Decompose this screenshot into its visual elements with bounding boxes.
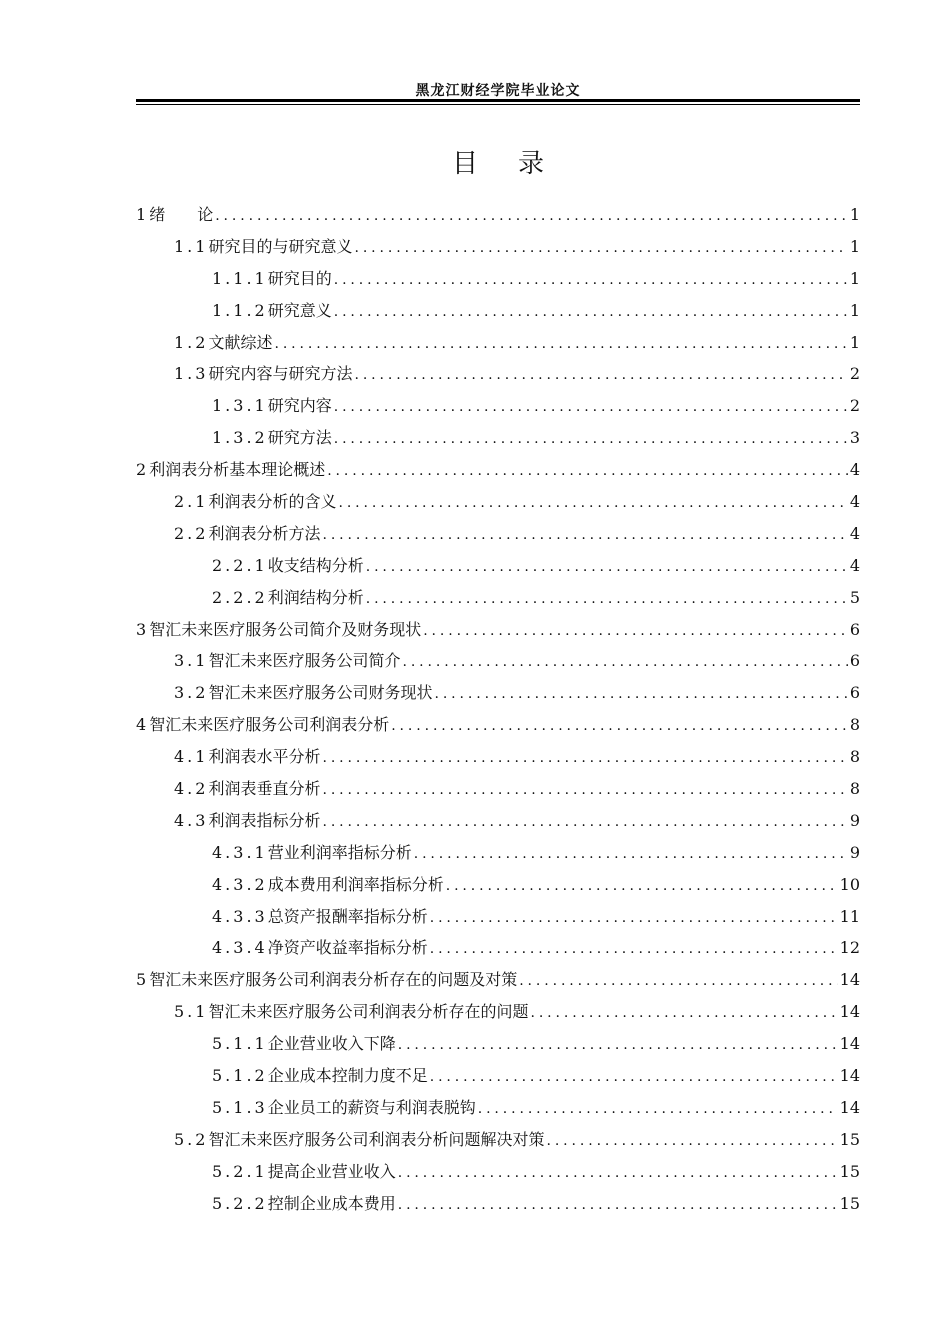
- toc-entry[interactable]: [136, 999, 860, 1031]
- toc-dot-leader: [215, 208, 848, 224]
- toc-dot-leader: [391, 718, 848, 734]
- toc-entry[interactable]: [136, 935, 860, 967]
- toc-entry-number: 3: [136, 619, 150, 639]
- toc-entry-page: 4: [849, 555, 860, 575]
- toc-dot-leader: [398, 1037, 838, 1053]
- toc-entry-page: 15: [839, 1161, 860, 1181]
- toc-entry-number: 5.1.2: [212, 1066, 268, 1086]
- toc-dot-leader: [446, 878, 838, 894]
- toc-dot-leader: [430, 910, 838, 926]
- toc-dot-leader: [327, 463, 848, 479]
- toc-entry-title: 研究目的与研究意义: [208, 236, 353, 256]
- toc-entry-title: 企业成本控制力度不足: [267, 1066, 428, 1086]
- toc-entry-number: 4.3.3: [212, 906, 268, 926]
- toc-entry-title: 智汇未来医疗服务公司利润表分析存在的问题及对策: [149, 970, 518, 990]
- toc-entry-number: 1.1: [174, 236, 209, 256]
- toc-entry-page: 2: [849, 364, 860, 384]
- toc-entry[interactable]: [136, 489, 860, 521]
- toc-entry-number: 5.1.3: [212, 1097, 268, 1117]
- toc-entry-page: 6: [849, 683, 860, 703]
- toc-entry-number: 1.3.1: [212, 396, 268, 416]
- toc-entry-page: 8: [849, 779, 860, 799]
- toc-entry-title: 研究意义: [267, 300, 332, 320]
- toc-entry-page: 8: [849, 715, 860, 735]
- toc-entry-title: 文献综述: [208, 332, 273, 352]
- toc-entry-number: 1.2: [174, 332, 209, 352]
- toc-entry-number: 4.2: [174, 779, 209, 799]
- toc-entry-title: 利润表指标分析: [208, 810, 321, 830]
- header-rule-thick: [136, 99, 860, 102]
- toc-entry-title: 智汇未来医疗服务公司简介及财务现状: [149, 619, 422, 639]
- toc-entry[interactable]: [136, 425, 860, 457]
- toc-entry-number: 4: [136, 715, 150, 735]
- toc-dot-leader: [354, 367, 847, 383]
- toc-entry-page: 5: [849, 587, 860, 607]
- toc-dot-leader: [434, 686, 847, 702]
- toc-dot-leader: [530, 1005, 837, 1021]
- toc-entry[interactable]: [136, 872, 860, 904]
- toc-entry[interactable]: [136, 1191, 860, 1223]
- toc-entry-number: 1.1.2: [212, 300, 268, 320]
- toc-entry-page: 1: [849, 205, 860, 224]
- toc-entry[interactable]: [136, 1095, 860, 1127]
- running-header: 黑龙江财经学院毕业论文: [415, 83, 581, 99]
- toc-dot-leader: [398, 1197, 838, 1213]
- toc-entry-page: 14: [839, 1066, 860, 1086]
- toc-entry[interactable]: [136, 617, 860, 649]
- toc-entry-title: 净资产收益率指标分析: [267, 938, 428, 958]
- toc-dot-leader: [338, 495, 847, 511]
- toc-entry-number: 5: [136, 970, 150, 990]
- toc-entry-page: 12: [839, 938, 860, 958]
- toc-entry[interactable]: [136, 648, 860, 680]
- toc-entry-number: 2: [136, 460, 150, 480]
- toc-entry-title: 利润表分析基本理论概述: [149, 460, 326, 480]
- toc-entry[interactable]: [136, 553, 860, 585]
- toc-dot-leader: [430, 1069, 838, 1085]
- toc-entry-title: 智汇未来医疗服务公司利润表分析问题解决对策: [208, 1129, 545, 1149]
- toc-entry-page: 4: [849, 460, 860, 480]
- toc-entry-page: 14: [839, 1034, 860, 1054]
- toc-entry-page: 4: [849, 523, 860, 543]
- toc-dot-leader: [366, 559, 848, 575]
- toc-entry-number: 2.2.1: [212, 555, 268, 575]
- toc-dot-leader: [334, 399, 848, 415]
- toc-entry-number: 3.1: [174, 651, 209, 671]
- table-of-contents: [136, 202, 860, 1223]
- toc-entry[interactable]: [136, 776, 860, 808]
- toc-entry[interactable]: [136, 298, 860, 330]
- toc-entry-title: 智汇未来医疗服务公司利润表分析: [149, 715, 390, 735]
- toc-entry-number: 5.1.1: [212, 1034, 268, 1054]
- toc-dot-leader: [430, 941, 838, 957]
- toc-dot-leader: [334, 272, 848, 288]
- toc-entry-title: 营业利润率指标分析: [267, 842, 412, 862]
- toc-entry-title: 总资产报酬率指标分析: [267, 906, 428, 926]
- toc-entry[interactable]: [136, 202, 860, 234]
- toc-entry-page: 14: [839, 1002, 860, 1022]
- toc-entry-title: 控制企业成本费用: [267, 1193, 396, 1213]
- toc-entry-page: 14: [839, 1097, 860, 1117]
- toc-entry[interactable]: [136, 808, 860, 840]
- toc-entry-page: 9: [849, 842, 860, 862]
- toc-dot-leader: [546, 1133, 837, 1149]
- toc-entry-title: 利润表分析的含义: [208, 492, 337, 512]
- toc-entry-title: 收支结构分析: [267, 555, 364, 575]
- toc-entry-page: 6: [849, 619, 860, 639]
- toc-entry[interactable]: [136, 457, 860, 489]
- toc-entry-title: 绪 论: [149, 205, 214, 224]
- toc-entry-title: 利润表垂直分析: [208, 779, 321, 799]
- toc-dot-leader: [322, 750, 847, 766]
- toc-entry-title: 企业营业收入下降: [267, 1034, 396, 1054]
- toc-entry-title: 研究目的: [267, 268, 332, 288]
- toc-entry-page: 11: [839, 906, 860, 926]
- toc-entry-number: 2.2.2: [212, 587, 268, 607]
- toc-entry-title: 研究内容与研究方法: [208, 364, 353, 384]
- toc-entry-number: 1: [136, 205, 150, 224]
- toc-entry[interactable]: [136, 744, 860, 776]
- toc-entry-page: 1: [849, 268, 860, 288]
- toc-entry-page: 8: [849, 747, 860, 767]
- toc-entry-title: 成本费用利润率指标分析: [267, 874, 444, 894]
- toc-entry[interactable]: [136, 1063, 860, 1095]
- toc-entry-page: 4: [849, 492, 860, 512]
- toc-entry-page: 9: [849, 810, 860, 830]
- toc-entry[interactable]: [136, 712, 860, 744]
- toc-entry-number: 4.3: [174, 810, 209, 830]
- toc-dot-leader: [402, 654, 847, 670]
- toc-dot-leader: [322, 814, 847, 830]
- toc-entry-title: 智汇未来医疗服务公司简介: [208, 651, 401, 671]
- page-title: 目录: [451, 149, 584, 179]
- toc-entry-title: 智汇未来医疗服务公司财务现状: [208, 683, 433, 703]
- toc-entry-number: 1.1.1: [212, 268, 268, 288]
- toc-entry[interactable]: [136, 840, 860, 872]
- toc-dot-leader: [398, 1165, 838, 1181]
- toc-entry[interactable]: [136, 967, 860, 999]
- toc-dot-leader: [519, 973, 837, 989]
- toc-entry-number: 3.2: [174, 683, 209, 703]
- toc-entry[interactable]: [136, 1159, 860, 1191]
- toc-entry-title: 企业员工的薪资与利润表脱钩: [267, 1097, 476, 1117]
- toc-entry-number: 5.2: [174, 1129, 209, 1149]
- toc-entry-number: 1.3.2: [212, 428, 268, 448]
- toc-entry[interactable]: [136, 1031, 860, 1063]
- toc-entry[interactable]: [136, 521, 860, 553]
- toc-entry-page: 1: [849, 332, 860, 352]
- toc-dot-leader: [334, 304, 848, 320]
- toc-entry[interactable]: [136, 361, 860, 393]
- toc-dot-leader: [354, 240, 847, 256]
- toc-dot-leader: [322, 782, 847, 798]
- toc-entry-title: 研究内容: [267, 396, 332, 416]
- toc-entry-number: 4.3.2: [212, 874, 268, 894]
- toc-entry-number: 5.2.2: [212, 1193, 268, 1213]
- toc-entry-page: 15: [839, 1193, 860, 1213]
- toc-entry-page: 10: [839, 874, 860, 894]
- toc-dot-leader: [274, 336, 847, 352]
- toc-entry[interactable]: [136, 680, 860, 712]
- toc-dot-leader: [322, 527, 847, 543]
- header-rule-thin: [136, 104, 860, 105]
- toc-entry-title: 利润表水平分析: [208, 747, 321, 767]
- toc-entry-title: 提高企业营业收入: [267, 1161, 396, 1181]
- toc-dot-leader: [414, 846, 848, 862]
- toc-entry-page: 15: [839, 1129, 860, 1149]
- toc-entry-page: 1: [849, 300, 860, 320]
- toc-entry-page: 3: [849, 428, 860, 448]
- toc-entry[interactable]: [136, 585, 860, 617]
- toc-entry-number: 4.1: [174, 747, 209, 767]
- toc-entry[interactable]: [136, 904, 860, 936]
- toc-entry[interactable]: [136, 266, 860, 298]
- toc-entry-page: 14: [839, 970, 860, 990]
- toc-entry-page: 2: [849, 396, 860, 416]
- toc-entry-page: 1: [849, 236, 860, 256]
- toc-entry-title: 研究方法: [267, 428, 332, 448]
- toc-entry-title: 智汇未来医疗服务公司利润表分析存在的问题: [208, 1002, 529, 1022]
- toc-entry[interactable]: [136, 330, 860, 362]
- toc-entry-number: 5.1: [174, 1002, 209, 1022]
- toc-dot-leader: [478, 1101, 838, 1117]
- toc-dot-leader: [334, 431, 848, 447]
- toc-entry[interactable]: [136, 393, 860, 425]
- toc-entry[interactable]: [136, 1127, 860, 1159]
- toc-entry-title: 利润表分析方法: [208, 523, 321, 543]
- toc-entry-number: 4.3.1: [212, 842, 268, 862]
- toc-entry-number: 4.3.4: [212, 938, 268, 958]
- toc-entry-number: 2.2: [174, 523, 209, 543]
- toc-dot-leader: [366, 591, 848, 607]
- toc-entry-page: 6: [849, 651, 860, 671]
- toc-entry-number: 1.3: [174, 364, 209, 384]
- toc-dot-leader: [423, 623, 848, 639]
- toc-entry-number: 2.1: [174, 492, 209, 512]
- toc-entry[interactable]: [136, 234, 860, 266]
- toc-entry-title: 利润结构分析: [267, 587, 364, 607]
- toc-entry-number: 5.2.1: [212, 1161, 268, 1181]
